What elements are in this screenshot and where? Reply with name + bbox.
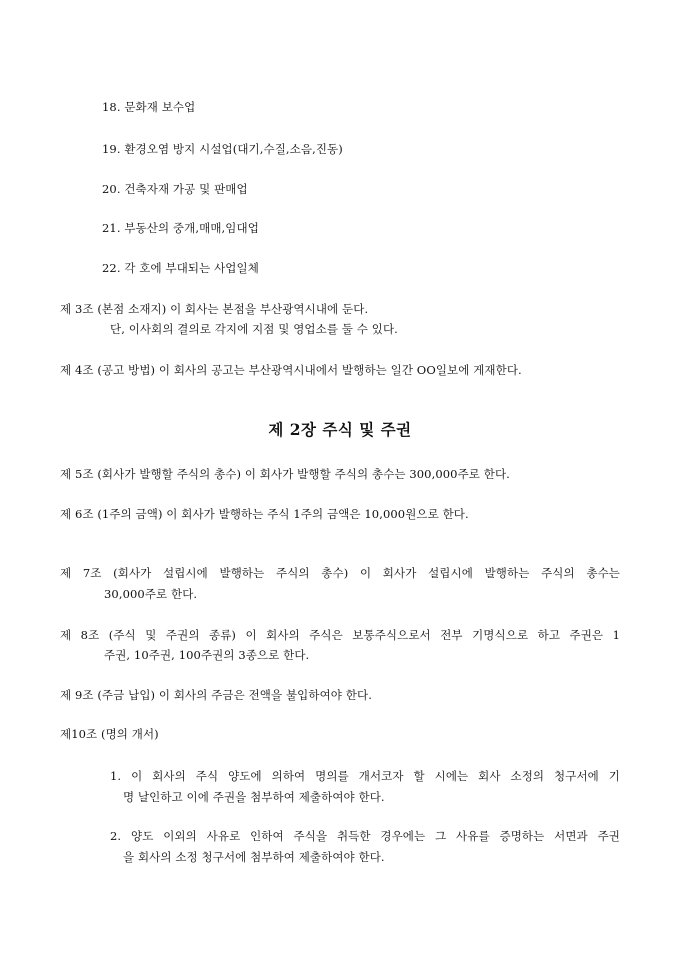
article-6: 제 6조 (1주의 금액) 이 회사가 발행하는 주식 1주의 금액은 10,000원으로 한다. xyxy=(60,507,469,521)
article-7-line-2: 30,000주로 한다. xyxy=(104,587,198,601)
article-8-line-2: 주권, 10주권, 100주권의 3종으로 한다. xyxy=(104,648,310,662)
article-3-line-1: 제 3조 (본점 소재지) 이 회사는 본점을 부산광역시내에 둔다. xyxy=(60,302,369,316)
business-item-18: 18. 문화재 보수업 xyxy=(102,100,196,114)
article-9: 제 9조 (주금 납입) 이 회사의 주금은 전액을 불입하여야 한다. xyxy=(60,688,372,702)
article-5: 제 5조 (회사가 발행할 주식의 총수) 이 회사가 발행할 주식의 총수는 300,000주로 한다. xyxy=(60,467,510,481)
article-10-paragraph-1-line-1: 1. 이 회사의 주식 양도에 의하여 명의를 개서코자 할 시에는 회사 소정의 청구서에 기 xyxy=(110,769,620,783)
chapter-2-heading: 제 2장 주식 및 주권 xyxy=(268,420,412,439)
article-4: 제 4조 (공고 방법) 이 회사의 공고는 부산광역시내에서 발행하는 일간 OO일보에 게재한다. xyxy=(60,363,522,377)
article-10-paragraph-1-line-2: 명 날인하고 이에 주권을 첨부하여 제출하여야 한다. xyxy=(123,790,385,804)
article-10-paragraph-2-line-1: 2. 양도 이외의 사유로 인하여 주식을 취득한 경우에는 그 사유를 증명하는 서면과 주권 xyxy=(110,829,620,843)
business-item-21: 21. 부동산의 중개,매매,임대업 xyxy=(102,221,259,235)
article-7-line-1: 제 7조 (회사가 설립시에 발행하는 주식의 총수) 이 회사가 설립시에 발행하는 주식의 총수는 xyxy=(60,566,620,580)
business-item-19: 19. 환경오염 방지 시설업(대기,수질,소음,진동) xyxy=(102,142,343,156)
article-3-line-2: 단, 이사회의 결의로 각지에 지점 및 영업소를 둘 수 있다. xyxy=(110,322,398,336)
article-10-title: 제10조 (명의 개서) xyxy=(60,727,159,741)
article-10-paragraph-2-line-2: 을 회사의 소정 청구서에 첨부하여 제출하여야 한다. xyxy=(123,850,385,864)
business-item-22: 22. 각 호에 부대되는 사업일체 xyxy=(102,261,259,275)
article-8-line-1: 제 8조 (주식 및 주권의 종류) 이 회사의 주식은 보통주식으로서 전부 기명식으로 하고 주권은 1 xyxy=(60,628,620,642)
business-item-20: 20. 건축자재 가공 및 판매업 xyxy=(102,182,248,196)
